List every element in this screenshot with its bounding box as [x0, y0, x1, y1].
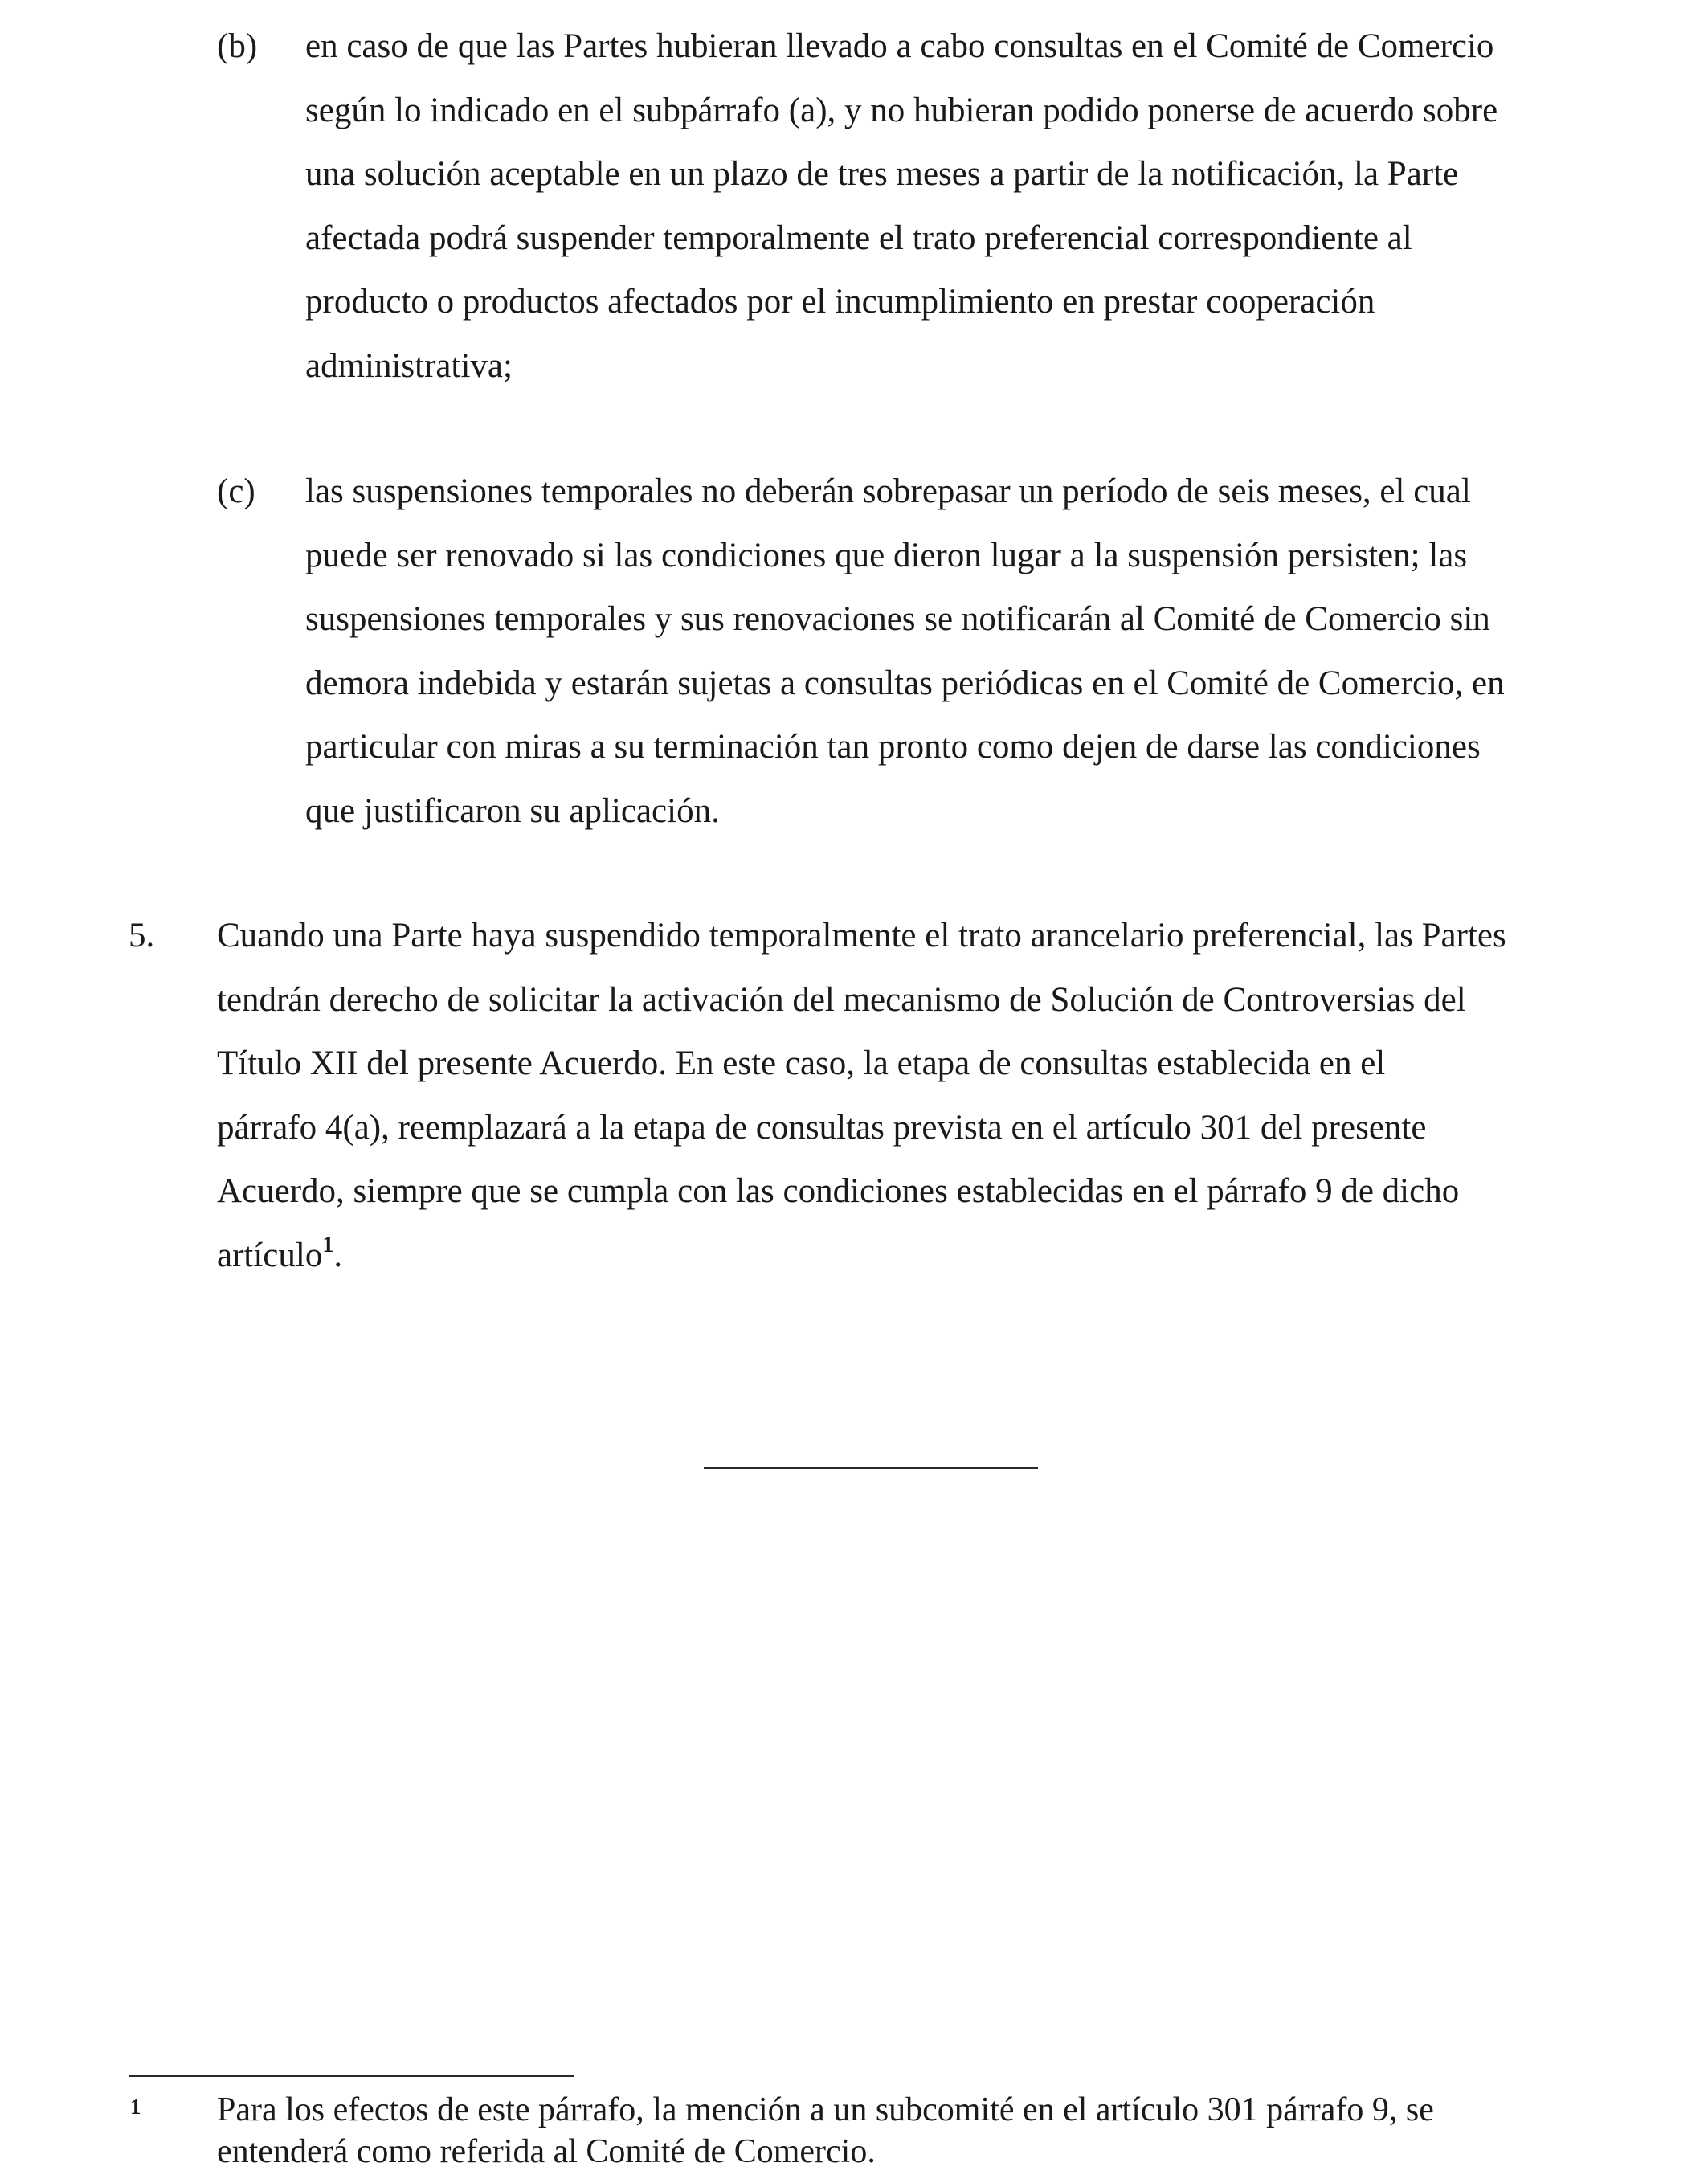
- text-line: producto o productos afectados por el incumplimiento en prestar cooperación: [305, 283, 1375, 321]
- text-line: Acuerdo, siempre que se cumpla con las condiciones establecidas en el párrafo 9 de dicho: [217, 1172, 1460, 1210]
- section-end-rule: [704, 1467, 1038, 1469]
- text-fragment: .: [333, 1236, 343, 1274]
- text-line: administrativa;: [305, 346, 513, 385]
- subparagraph-marker: (b): [217, 27, 258, 65]
- text-line: Para los efectos de este párrafo, la mención a un subcomité en el artículo 301 párrafo 9, se: [217, 2091, 1434, 2128]
- paragraph-text: [217, 904, 1615, 1291]
- text-line: suspensiones temporales y sus renovaciones se notificarán al Comité de Comercio sin: [305, 600, 1490, 638]
- text-line: párrafo 4(a), reemplazará a la etapa de consultas prevista en el artículo 301 del presente: [217, 1108, 1427, 1147]
- footnote-text: [217, 2089, 1615, 2173]
- text-line: según lo indicado en el subpárrafo (a), y no hubieran podido ponerse de acuerdo sobre: [305, 91, 1498, 129]
- text-line: Título XII del presente Acuerdo. En este caso, la etapa de consultas establecida en el: [217, 1044, 1386, 1082]
- text-line: tendrán derecho de solicitar la activación del mecanismo de Solución de Controversias del: [217, 980, 1466, 1019]
- text-line-last: [217, 1224, 1615, 1292]
- text-line: en caso de que las Partes hubieran llevado a cabo consultas en el Comité de Comercio: [305, 27, 1494, 65]
- footnote-reference[interactable]: 1: [322, 1232, 334, 1257]
- subparagraph-text: [305, 460, 1615, 843]
- text-line: demora indebida y estarán sujetas a consultas periódicas en el Comité de Comercio, en: [305, 664, 1505, 702]
- text-line: Cuando una Parte haya suspendido temporalmente el trato arancelario preferencial, las Partes: [217, 917, 1506, 955]
- text-line: puede ser renovado si las condiciones que dieron lugar a la suspensión persisten; las: [305, 536, 1468, 574]
- text-line: particular con miras a su terminación tan pronto como dejen de darse las condiciones: [305, 728, 1481, 766]
- text-line: que justificaron su aplicación.: [305, 791, 720, 830]
- text-line: afectada podrá suspender temporalmente el trato preferencial correspondiente al: [305, 219, 1412, 257]
- subparagraph-marker: (c): [217, 472, 255, 510]
- text-line: entenderá como referida al Comité de Comercio.: [217, 2133, 876, 2170]
- text-line: las suspensiones temporales no deberán sobrepasar un período de seis meses, el cual: [305, 472, 1471, 510]
- subparagraph-text: [305, 14, 1615, 398]
- paragraph-number: 5.: [129, 917, 155, 955]
- text-line: una solución aceptable en un plazo de tres meses a partir de la notificación, la Parte: [305, 155, 1459, 193]
- footnote-separator: [129, 2075, 574, 2077]
- text-fragment: artículo: [217, 1236, 323, 1274]
- footnote-number: 1: [130, 2095, 141, 2119]
